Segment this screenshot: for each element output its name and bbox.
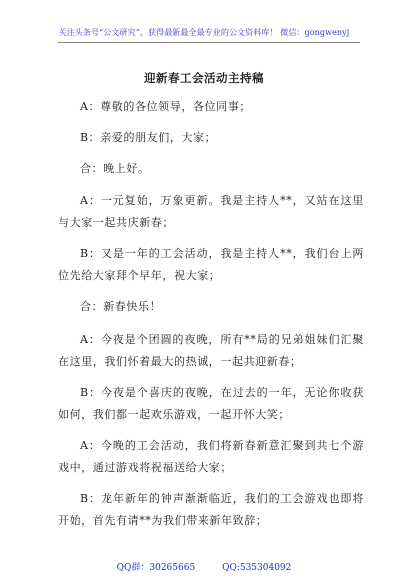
header-promo-text: 关注头条号“公文研究”，获得最新最全最专业的公文资料库！ 微信：gongwenyj (58, 28, 350, 37)
paragraph: B：龙年新年的钟声渐渐临近，我们的工会游戏也即将开始，首先有请**为我们带来新年致辞； (58, 492, 364, 527)
paragraph: A：今夜是个团圆的夜晚，所有**局的兄弟姐妹们汇聚在这里，我们怀着最大的热诚，一起共迎新春； (58, 333, 364, 368)
document-title: 迎新春工会活动主持稿 (144, 71, 264, 85)
paragraph: A：今晚的工会活动，我们将新春新意汇聚到共七个游戏中，通过游戏将祝福送给大家； (58, 439, 364, 474)
paragraph: 合：新春快乐！ (80, 300, 162, 313)
footer-qq-number: QQ:535304092 (222, 563, 292, 573)
paragraph: 合：晚上好。 (80, 162, 150, 175)
footer-contact (0, 560, 408, 573)
paragraph: B：今夜是个喜庆的夜晚，在过去的一年，无论你收获如何，我们都一起欢乐游戏，一起开怀大笑； (58, 386, 364, 421)
paragraph: A：尊敬的各位领导，各位同事； (80, 100, 251, 113)
footer-qq-group: QQ群：30265665 (116, 563, 196, 573)
header-divider (58, 42, 360, 43)
paragraph: B：亲爱的朋友们，大家； (80, 131, 217, 144)
paragraph: A：一元复始，万象更新。我是主持人**，又站在这里与大家一起共庆新春； (58, 194, 364, 229)
paragraph: B：又是一年的工会活动，我是主持人**，我们台上两位先给大家拜个早年，祝大家； (58, 247, 364, 282)
